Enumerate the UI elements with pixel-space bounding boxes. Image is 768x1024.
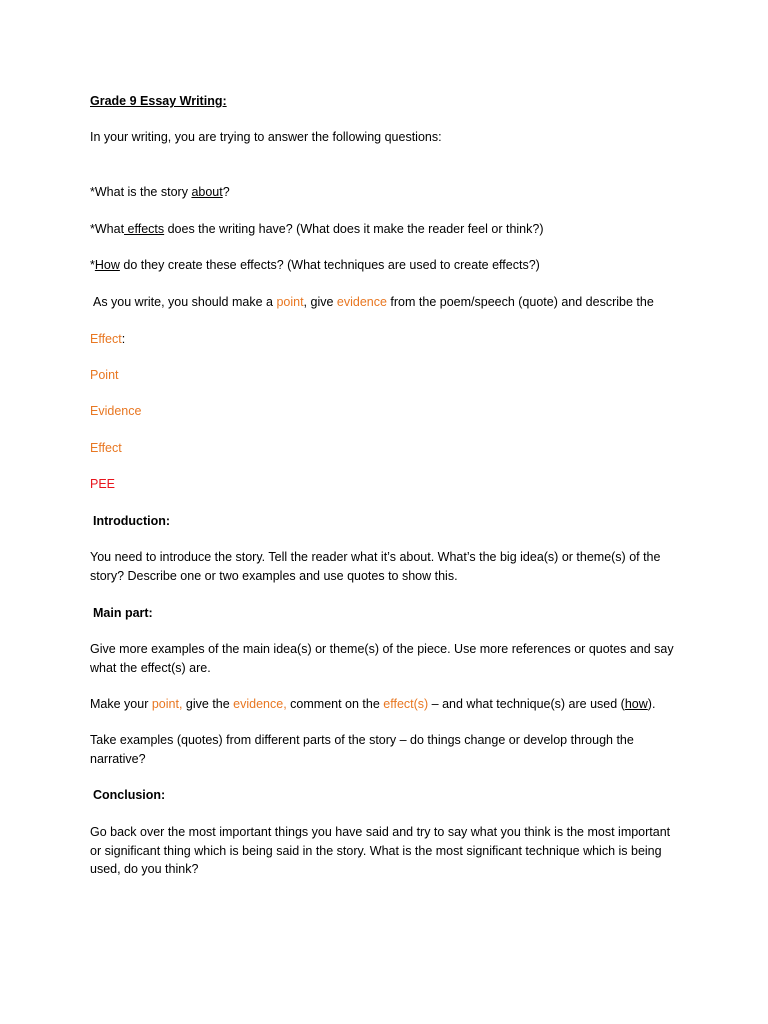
pee-sentence-part-b: , give [303, 295, 337, 309]
intro-line: In your writing, you are trying to answer the following questions: [90, 130, 442, 144]
conclusion-heading: Conclusion: [93, 788, 166, 802]
main-part-heading: Main part: [93, 606, 153, 620]
effect-colon-mark: : [121, 332, 126, 346]
pee-sentence-part-a: As you write, you should make a [93, 295, 277, 309]
question-effects-prefix: *What [90, 222, 125, 236]
make-your-point: point, [151, 697, 183, 711]
pee-acronym: PEE [90, 477, 116, 491]
conclusion-text: Go back over the most important things you have said and try to say what you think is the most important or significant thing which is being said in the story. What is the most significant technique which is being used, do you think? [90, 825, 671, 876]
make-your-part-d: – and what technique(s) are used ( [428, 697, 625, 711]
question-about-prefix: *What is the story [90, 185, 192, 199]
pee-sentence-part-c: from the poem/speech (quote) and describe the [386, 295, 654, 309]
question-how-prefix: * [90, 258, 95, 272]
examples-text: Take examples (quotes) from different parts of the story – do things change or develop through the narrative? [90, 733, 634, 766]
pee-sentence [90, 293, 683, 312]
make-your-evidence: evidence, [233, 697, 287, 711]
question-effects-keyword: effects [124, 222, 165, 236]
effect-colon-word: Effect [90, 332, 122, 346]
question-about-suffix: ? [222, 185, 230, 199]
make-your-point-line [90, 695, 680, 714]
question-how [90, 256, 680, 275]
pee-sentence-evidence: evidence [336, 295, 387, 309]
question-about-keyword: about [191, 185, 223, 199]
make-your-part-b: give the [182, 697, 234, 711]
introduction-text: You need to introduce the story. Tell the reader what it’s about. What’s the big idea(s) or theme(s) of the story? Describe one or two examples and use quotes to show this. [90, 550, 661, 583]
main-part-text: Give more examples of the main idea(s) or theme(s) of the piece. Use more references or quotes and say what the effect(s) are. [90, 642, 674, 675]
question-about [90, 183, 680, 202]
make-your-how: how [624, 697, 648, 711]
pee-point: Point [90, 368, 119, 382]
make-your-part-e: ). [647, 697, 656, 711]
question-effects-suffix: does the writing have? (What does it make the reader feel or think?) [164, 222, 544, 236]
pee-evidence: Evidence [90, 404, 142, 418]
question-how-keyword: How [94, 258, 120, 272]
effect-colon-line [90, 330, 680, 349]
make-your-effects: effect(s) [383, 697, 429, 711]
question-effects [90, 220, 680, 239]
make-your-part-c: comment on the [286, 697, 384, 711]
introduction-heading: Introduction: [93, 514, 171, 528]
pee-sentence-point: point [276, 295, 304, 309]
document-title: Grade 9 Essay Writing: [90, 94, 227, 108]
pee-effect: Effect [90, 441, 122, 455]
question-how-suffix: do they create these effects? (What techniques are used to create effects?) [119, 258, 540, 272]
make-your-part-a: Make your [90, 697, 152, 711]
